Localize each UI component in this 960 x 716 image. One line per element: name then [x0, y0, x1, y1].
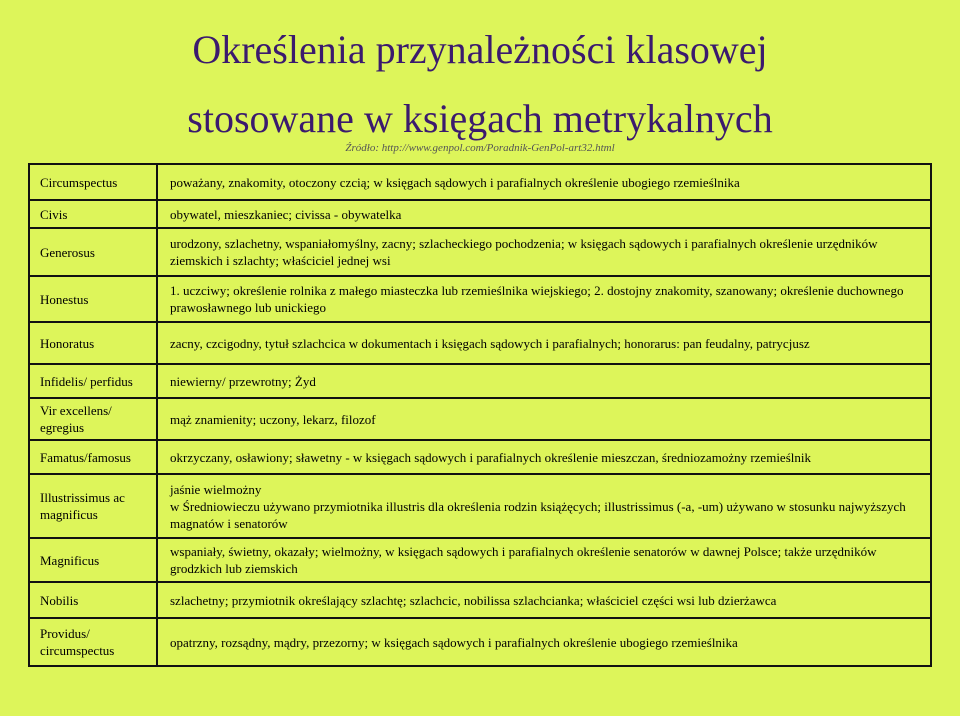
term-cell: Nobilis	[29, 582, 157, 618]
term-cell: Civis	[29, 200, 157, 228]
term-cell: Circumspectus	[29, 164, 157, 200]
definition-cell: mąż znamienity; uczony, lekarz, filozof	[157, 398, 931, 440]
table-row	[29, 474, 931, 538]
definition-cell	[157, 474, 931, 538]
definition-cell: szlachetny; przymiotnik określający szlachtę; szlachcic, nobilissa szlachcianka; właściciel części wsi lub dzierżawca	[157, 582, 931, 618]
term-cell: Honoratus	[29, 322, 157, 364]
table-row	[29, 322, 931, 364]
definition-line-2: w Średniowieczu używano przymiotnika illustris dla określenia rodzin książęcych; illustrissimus (-a, -um) używano w stosunku najwyższych magnatów i senatorów	[170, 498, 906, 531]
table-row	[29, 618, 931, 666]
table-row	[29, 582, 931, 618]
terms-table	[28, 163, 932, 667]
term-cell: Vir excellens/ egregius	[29, 398, 157, 440]
table-row	[29, 276, 931, 322]
definition-cell: opatrzny, rozsądny, mądry, przezorny; w księgach sądowych i parafialnych określenie ubogiego rzemieślnika	[157, 618, 931, 666]
table-row	[29, 228, 931, 276]
table-row	[29, 538, 931, 582]
definition-cell: poważany, znakomity, otoczony czcią; w księgach sądowych i parafialnych określenie ubogiego rzemieślnika	[157, 164, 931, 200]
definition-cell: niewierny/ przewrotny; Żyd	[157, 364, 931, 398]
source-note: Źródło: http://www.genpol.com/Poradnik-GenPol-art32.html	[345, 142, 615, 154]
table-row	[29, 398, 931, 440]
definition-cell: wspaniały, świetny, okazały; wielmożny, w księgach sądowych i parafialnych określenie senatorów w dawnej Polsce; także urzędników grodzkich lub ziemskich	[157, 538, 931, 582]
table-row	[29, 364, 931, 398]
term-cell: Famatus/famosus	[29, 440, 157, 474]
term-cell: Infidelis/ perfidus	[29, 364, 157, 398]
page-title-line-1: Określenia przynależności klasowej	[192, 27, 768, 72]
term-cell: Generosus	[29, 228, 157, 276]
term-cell: Providus/ circumspectus	[29, 618, 157, 666]
definition-cell: obywatel, mieszkaniec; civissa - obywatelka	[157, 200, 931, 228]
term-cell: Honestus	[29, 276, 157, 322]
term-cell: Magnificus	[29, 538, 157, 582]
definition-cell: okrzyczany, osławiony; sławetny - w księgach sądowych i parafialnych określenie mieszczan, średniozamożny rzemieślnik	[157, 440, 931, 474]
table-row	[29, 440, 931, 474]
definition-cell: urodzony, szlachetny, wspaniałomyślny, zacny; szlacheckiego pochodzenia; w księgach sądowych i parafialnych określenie urzędników ziemskich i szlachty; właściciel jednej wsi	[157, 228, 931, 276]
definition-cell: zacny, czcigodny, tytuł szlachcica w dokumentach i księgach sądowych i parafialnych; honorarus: pan feudalny, patrycjusz	[157, 322, 931, 364]
definition-line-1: jaśnie wielmożny	[170, 481, 262, 497]
term-cell: Illustrissimus ac magnificus	[29, 474, 157, 538]
definition-cell: 1. uczciwy; określenie rolnika z małego miasteczka lub rzemieślnika wiejskiego; 2. dostojny znakomity, szanowany; określenie duchownego prawosławnego lub unickiego	[157, 276, 931, 322]
table-row	[29, 164, 931, 200]
table-row	[29, 200, 931, 228]
page-title-line-2: stosowane w księgach metrykalnych	[187, 96, 773, 141]
